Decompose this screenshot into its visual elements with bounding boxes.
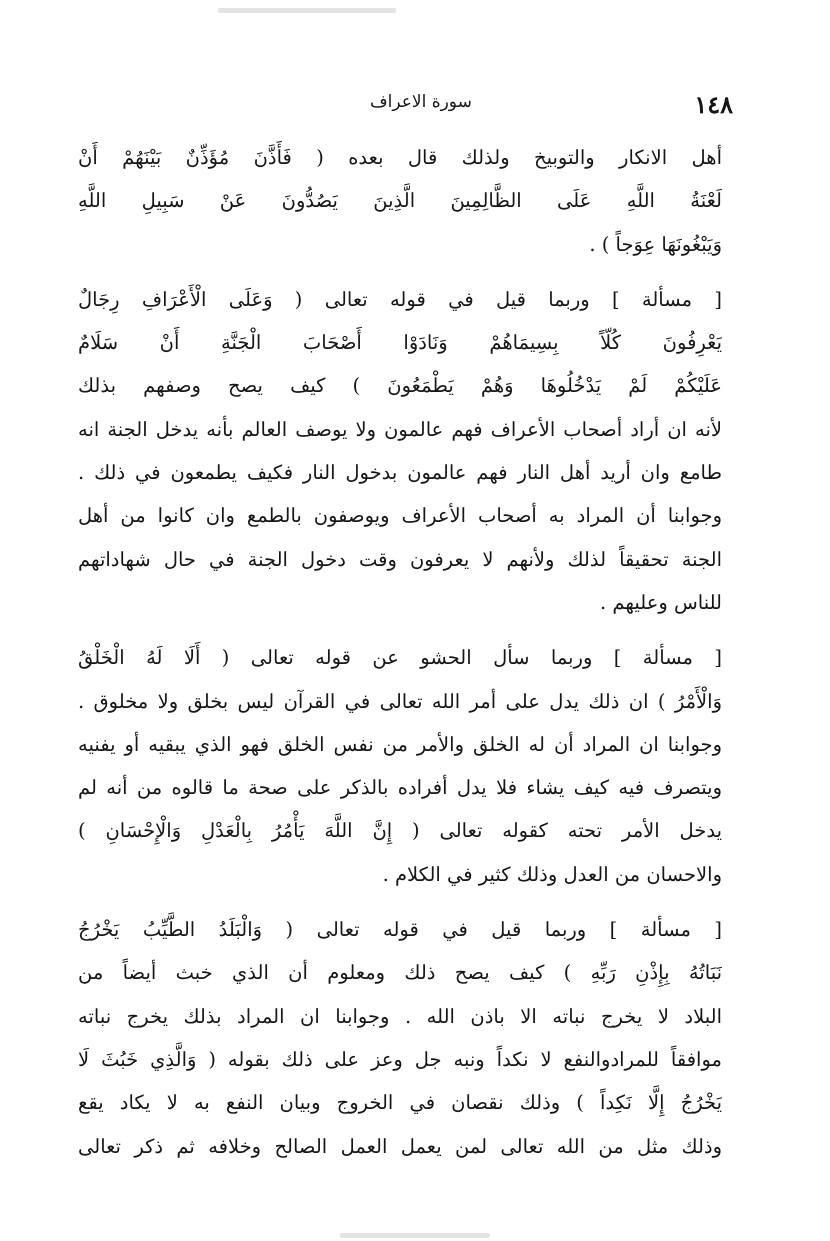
- running-title: سورة الاعراف: [370, 92, 472, 112]
- paragraph-2: [78, 278, 722, 624]
- text-line: يَعْرِفُونَ كُلّاً بِسِيمَاهُمْ وَنَادَوْا أَصْحَابَ الْجَنَّةِ أَنْ سَلَامٌ: [78, 331, 722, 355]
- text-line: وجوابنا ان المراد أن له الخلق والأمر من نفس الخلق فهو الذي يبقيه أو يفنيه: [78, 732, 722, 756]
- text-line: وجوابنا أن المراد به أصحاب الأعراف ويوصفون بالطمع وان كانوا من أهل: [78, 504, 722, 528]
- text-line: البلاد لا يخرج نباته الا باذن الله . وجوابنا ان المراد بذلك يخرج نباته: [78, 1004, 722, 1028]
- text-line: عَلَيْكُمْ لَمْ يَدْخُلُوهَا وَهُمْ يَطْمَعُونَ ) كيف يصح وصفهم بذلك: [78, 374, 722, 398]
- text-line: ويتصرف فيه كيف يشاء فلا يدل أفراده بالذكر على صحة ما قالوه من أنه لم: [78, 776, 722, 800]
- page-header: [0, 86, 830, 122]
- text-line: أهل الانكار والتوبيخ ولذلك قال بعده ( فَأَذَّنَ مُؤَذِّنٌ بَيْنَهُمْ أَنْ: [78, 146, 722, 169]
- paragraph-1: [78, 136, 722, 266]
- page-number: ١٤٨: [694, 90, 733, 119]
- text-line: للناس وعليهم .: [600, 590, 722, 614]
- text-line: طامع وان أريد أهل النار فهم عالمون بدخول النار فكيف يطمعون في ذلك .: [78, 461, 722, 485]
- text-line: والاحسان من العدل وذلك كثير في الكلام .: [382, 862, 722, 886]
- text-line: [ مسألة ] وربما قيل في قوله تعالى ( وَعَلَى الْأَعْرَافِ رِجَالٌ: [78, 287, 722, 311]
- text-line: [ مسألة ] وربما قيل في قوله تعالى ( وَالْبَلَدُ الطَّيِّبُ يَخْرُجُ: [78, 918, 722, 942]
- paragraph-3: [78, 636, 722, 896]
- text-line: الجنة تحقيقاً لذلك ولأنهم لا يعرفون وقت دخول الجنة في حال شهاداتهم: [78, 547, 722, 571]
- text-line: لَعْنَةُ اللَّهِ عَلَى الظَّالِمِينَ الَّذِينَ يَصُدُّونَ عَنْ سَبِيلِ اللَّهِ: [78, 189, 722, 213]
- text-line: لأنه ان أراد أصحاب الأعراف فهم عالمون ولا يوصف العالم بأنه يدخل الجنة انه: [78, 417, 722, 441]
- text-line: موافقاً للمرادوالنفع لا نكداً ونبه جل وعز على ذلك بقوله ( وَالَّذِي خَبُثَ لَا: [78, 1047, 722, 1071]
- text-line: يَخْرُجُ إِلَّا نَكِداً ) وذلك نقصان في الخروج وبيان النفع به لا يكاد يقع: [78, 1091, 722, 1115]
- text-line: [ مسألة ] وربما سأل الحشو عن قوله تعالى ( أَلَا لَهُ الْخَلْقُ: [78, 646, 722, 670]
- page-body: [78, 136, 722, 1168]
- text-line: وَالْأَمْرُ ) ان ذلك يدل على أمر الله تعالى في القرآن ليس بخلق ولا مخلوق .: [78, 689, 722, 713]
- text-line: وذلك مثل من الله تعالى لمن يعمل العمل الصالح وخلافه ثم ذكر تعالى: [78, 1134, 722, 1158]
- paragraph-4: [78, 908, 722, 1168]
- text-line: يدخل الأمر تحته كقوله تعالى ( إِنَّ اللَّهَ يَأْمُرُ بِالْعَدْلِ وَالْإِحْسَانِ ): [78, 819, 722, 843]
- text-line: نَبَاتُهُ بِإِذْنِ رَبِّهِ ) كيف يصح ذلك ومعلوم أن الذي خبث أيضاً من: [78, 961, 722, 985]
- text-line: وَيَبْغُونَهَا عِوَجاً ) .: [589, 232, 722, 256]
